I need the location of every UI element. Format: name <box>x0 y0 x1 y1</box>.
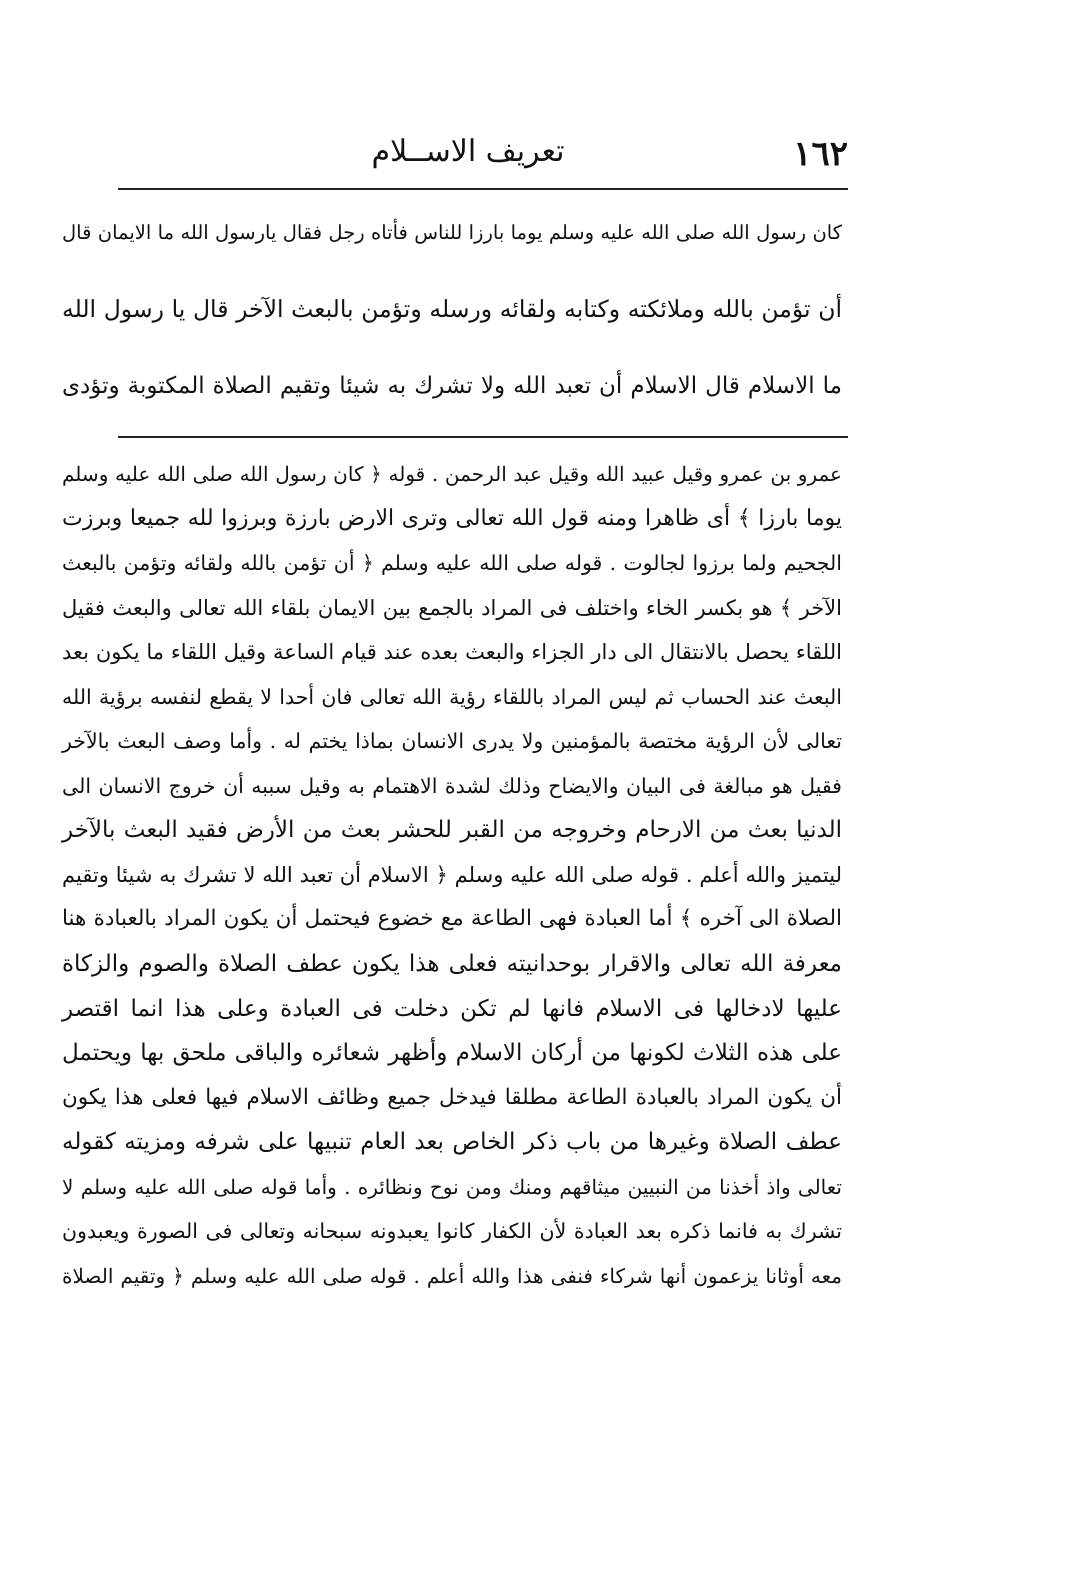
commentary-line: عليها لادخالها فى الاسلام فانها لم تكن دخلت فى العبادة وعلى هذا انما اقتصر <box>62 995 842 1022</box>
commentary-line: يوما بارزا ﴾ أى ظاهرا ومنه قول الله تعالى وترى الارض بارزة وبرزوا لله جميعا وبرزت <box>62 505 842 531</box>
header-rule <box>118 188 848 190</box>
hadith-line: ما الاسلام قال الاسلام أن تعبد الله ولا تشرك به شيئا وتقيم الصلاة المكتوبة وتؤدى <box>62 373 842 399</box>
hadith-line: كان رسول الله صلى الله عليه وسلم يوما بارزا للناس فأتاه رجل فقال يارسول الله ما الايمان قال <box>62 221 842 244</box>
section-divider-rule <box>118 436 848 438</box>
page-header <box>118 128 848 184</box>
commentary-line: على هذه الثلاث لكونها من أركان الاسلام وأظهر شعائره والباقى ملحق بها ويحتمل <box>62 1040 842 1067</box>
commentary-line: فقيل هو مبالغة فى البيان والايضاح وذلك لشدة الاهتمام به وقيل سببه أن خروج الانسان الى <box>62 773 842 798</box>
commentary-line: تعالى واذ أخذنا من النبيين ميثاقهم ومنك ومن نوح ونظائره . وأما قوله صلى الله عليه وسلم لا <box>62 1174 842 1199</box>
hadith-text <box>62 194 842 425</box>
commentary-line: ليتميز والله أعلم . قوله صلى الله عليه وسلم ﴿ الاسلام أن تعبد الله لا تشرك به شيئا وتقيم <box>62 862 842 887</box>
hadith-line: أن تؤمن بالله وملائكته وكتابه ولقائه ورسله وتؤمن بالبعث الآخر قال يا رسول الله <box>62 295 842 323</box>
commentary-line: الجحيم ولما برزوا لجالوت . قوله صلى الله عليه وسلم ﴿ أن تؤمن بالله ولقائه وتؤمن بالبعث <box>62 551 842 576</box>
commentary-text <box>62 452 842 1298</box>
commentary-line: عطف الصلاة وغيرها من باب ذكر الخاص بعد العام تنبيها على شرفه ومزيته كقوله <box>62 1129 843 1156</box>
commentary-line: معرفة الله تعالى والاقرار بوحدانيته فعلى هذا يكون عطف الصلاة والصوم والزكاة <box>62 951 842 978</box>
page-number: ١٦٢ <box>793 134 848 174</box>
commentary-line: عمرو بن عمرو وقيل عبيد الله وقيل عبد الرحمن . قوله ﴿ كان رسول الله صلى الله عليه وسلم <box>62 462 842 486</box>
commentary-line: الآخر ﴾ هو بكسر الخاء واختلف فى المراد بالجمع بين الايمان بلقاء الله تعالى والبعث فقيل <box>62 595 842 620</box>
running-title: تعريف الاســلام <box>371 134 565 169</box>
commentary-line: اللقاء يحصل بالانتقال الى دار الجزاء والبعث بعده عند قيام الساعة وقيل اللقاء ما يكون بعد <box>62 640 842 665</box>
commentary-line: أن يكون المراد بالعبادة الطاعة مطلقا فيدخل جميع وظائف الاسلام فيها فعلى هذا يكون <box>62 1084 842 1110</box>
commentary-line: تشرك به فانما ذكره بعد العبادة لأن الكفار كانوا يعبدونه سبحانه وتعالى فى الصورة ويعبدون <box>62 1219 842 1244</box>
commentary-line: الصلاة الى آخره ﴾ أما العبادة فهى الطاعة مع خضوع فيحتمل أن يكون المراد بالعبادة هنا <box>62 906 842 932</box>
commentary-line: البعث عند الحساب ثم ليس المراد باللقاء رؤية الله تعالى فان أحدا لا يقطع لنفسه برؤية الله <box>62 684 842 709</box>
commentary-line: تعالى لأن الرؤية مختصة بالمؤمنين ولا يدرى الانسان بماذا يختم له . وأما وصف البعث بالآخر <box>62 729 842 754</box>
commentary-line: معه أوثانا يزعمون أنها شركاء فنفى هذا والله أعلم . قوله صلى الله عليه وسلم ﴿ وتقيم الصلاة <box>62 1263 842 1288</box>
commentary-line: الدنيا بعث من الارحام وخروجه من القبر للحشر بعث من الأرض فقيد البعث بالآخر <box>62 817 842 844</box>
